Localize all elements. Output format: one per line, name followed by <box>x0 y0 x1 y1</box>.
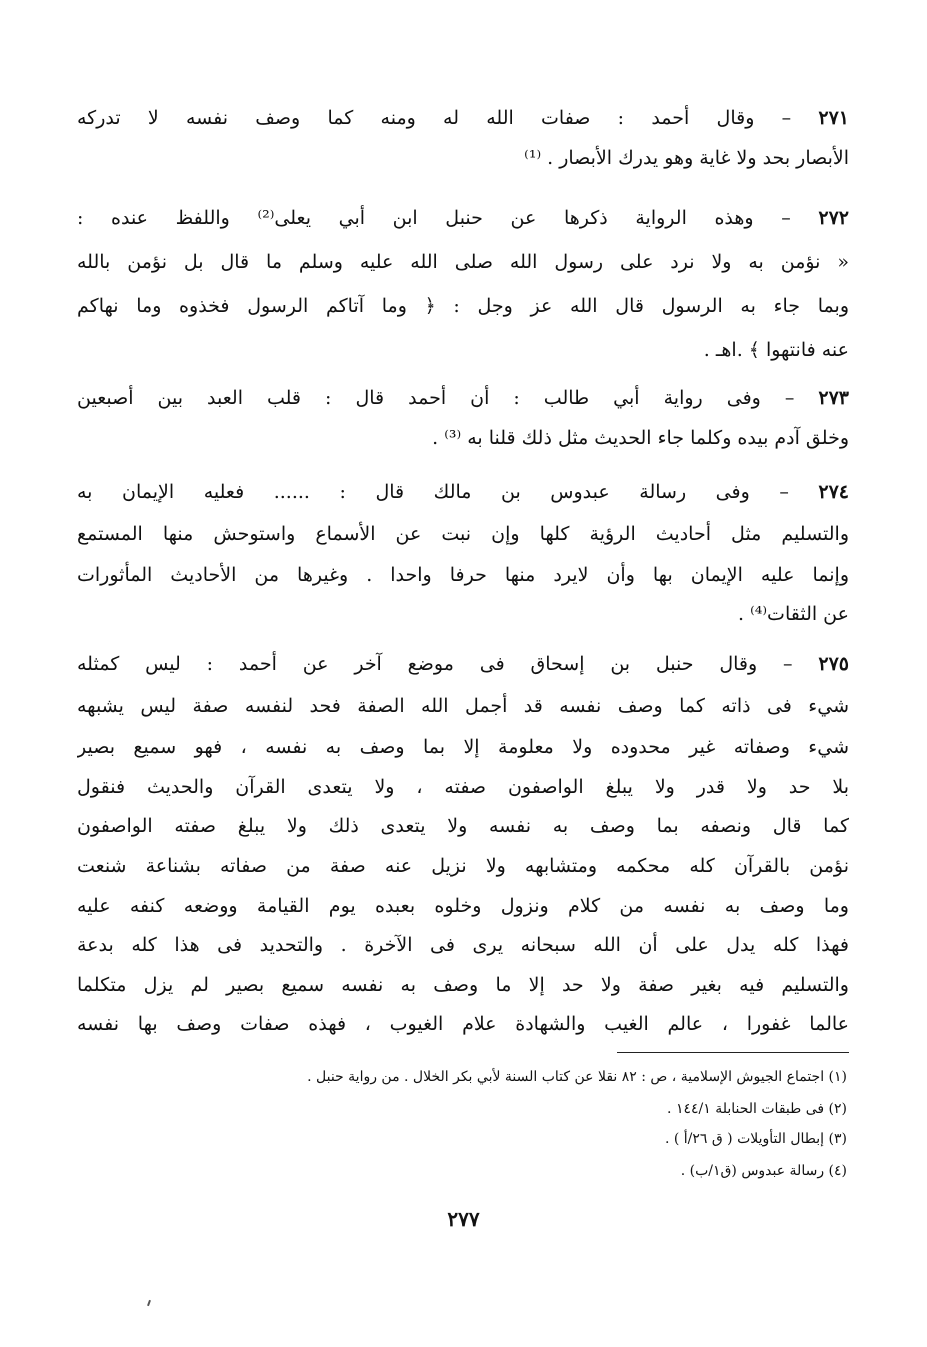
paragraph-275-line-2: شيء فى ذاته كما وصف نفسه قد أجمل الله الصفة فحد لنفسه صفة ليس يشبهه <box>77 695 849 717</box>
scan-speck <box>147 1300 151 1306</box>
paragraph-275-line-8: فهذا كله يدل على أن الله سبحانه يرى فى الآخرة . والتحديد فى هذا كله بدعة <box>77 934 849 956</box>
paragraph-275-line-6: نؤمن بالقرآن كله محكمه ومتشابهه ولا نزيل عنه صفة من صفاته بشناعة شنعت <box>77 855 849 877</box>
footnote-2: (٢) فى طبقات الحنابلة ١٤٤/١ . <box>667 1101 847 1117</box>
paragraph-273-line-1 <box>77 378 849 418</box>
paragraph-275-line-10: عالما غفورا ، عالم الغيب والشهادة علام الغيوب ، فهذه صفات وصف بها نفسه <box>77 1013 849 1035</box>
paragraph-274-line-1 <box>77 472 849 512</box>
footnote-3: (٣) إبطال التأويلات ( ق ٢٦/أ ) . <box>664 1131 847 1147</box>
paragraph-274-line-4: عن الثقات⁽⁴⁾ . <box>738 603 849 625</box>
paragraph-272-line-4: عنه فانتهوا ﴾ .اهـ . <box>703 339 849 361</box>
paragraph-274-line-2: والتسليم مثل أحاديث الرؤية كلها وإن نبت عن الأسماع واستوحش منها المستمع <box>77 523 849 545</box>
footnote-4: (٤) رسالة عبدوس (ق١/ب) . <box>680 1163 847 1179</box>
paragraph-275-line-7: وما وصف به نفسه من كلام ونزول وخلوه بعبده يوم القيامة ووضعه كنفه عليه <box>77 895 849 917</box>
page-number: ٢٧٧ <box>447 1207 480 1231</box>
footnote-separator <box>617 1052 849 1053</box>
paragraph-275-line-5: كما قال ونصفه بما وصف به نفسه ولا يتعدى ذلك ولا يبلغ صفته الواصفون <box>77 815 849 837</box>
paragraph-275-line-1 <box>77 644 849 684</box>
paragraph-272-line-1 <box>77 198 849 238</box>
paragraph-273-line-2: وخلق آدم بيده وكلما جاء الحديث مثل ذلك قلنا به ⁽³⁾ . <box>432 427 849 449</box>
paragraph-271-line-2: الأبصار بحد ولا غاية وهو يدرك الأبصار . ⁽¹⁾ <box>524 147 849 169</box>
paragraph-text: – وهذه الرواية ذكرها عن حنبل ابن أبي يعلى⁽²⁾ واللفظ عنده : <box>77 207 791 229</box>
footnote-1: (١) اجتماع الجيوش الإسلامية ، ص : ٨٢ نقلا عن كتاب السنة لأبي بكر الخلال . من رواية حنبل . <box>307 1069 847 1085</box>
paragraph-text: – وقال حنبل بن إسحاق فى موضع آخر عن أحمد : ليس كمثله <box>77 653 793 675</box>
paragraph-271-line-1 <box>77 98 849 138</box>
paragraph-number: ٢٧٤ <box>818 481 849 503</box>
paragraph-272-line-3: وبما جاء به الرسول قال الله عز وجل : ﴿ وما آتاكم الرسول فخذوه وما نهاكم <box>77 295 849 317</box>
paragraph-number: ٢٧٢ <box>818 207 849 229</box>
paragraph-number: ٢٧١ <box>818 107 849 129</box>
paragraph-number: ٢٧٣ <box>818 387 849 409</box>
paragraph-275-line-9: والتسليم فيه بغير صفة ولا حد إلا ما وصف به نفسه سميع بصير لم يزل متكلما <box>77 974 849 996</box>
paragraph-274-line-3: وإنما عليه الإيمان بها وأن لايرد منها حرفا واحدا . وغيرها من الأحاديث المأثورات <box>77 564 849 586</box>
paragraph-text: – وفى رسالة عبدوس بن مالك قال : ...... فعليه الإيمان به <box>77 481 789 503</box>
paragraph-275-line-4: بلا حد ولا قدر ولا يبلغ الواصفون صفته ، ولا يتعدى القرآن والحديث فنقول <box>77 776 849 798</box>
paragraph-number: ٢٧٥ <box>818 653 849 675</box>
paragraph-text: – وقال أحمد : صفات الله له ومنه كما وصف نفسه لا تدركه <box>77 107 792 129</box>
paragraph-text: – وفى رواية أبي طالب : أن أحمد قال : قلب العبد بين أصبعين <box>77 387 795 409</box>
paragraph-275-line-3: شيء وصفاته غير محدوده ولا معلومة إلا بما وصف به نفسه ، فهو سميع بصير <box>77 736 849 758</box>
paragraph-272-line-2: « نؤمن به ولا نرد على رسول الله صلى الله عليه وسلم ما قال بل نؤمن بالله <box>77 251 849 273</box>
